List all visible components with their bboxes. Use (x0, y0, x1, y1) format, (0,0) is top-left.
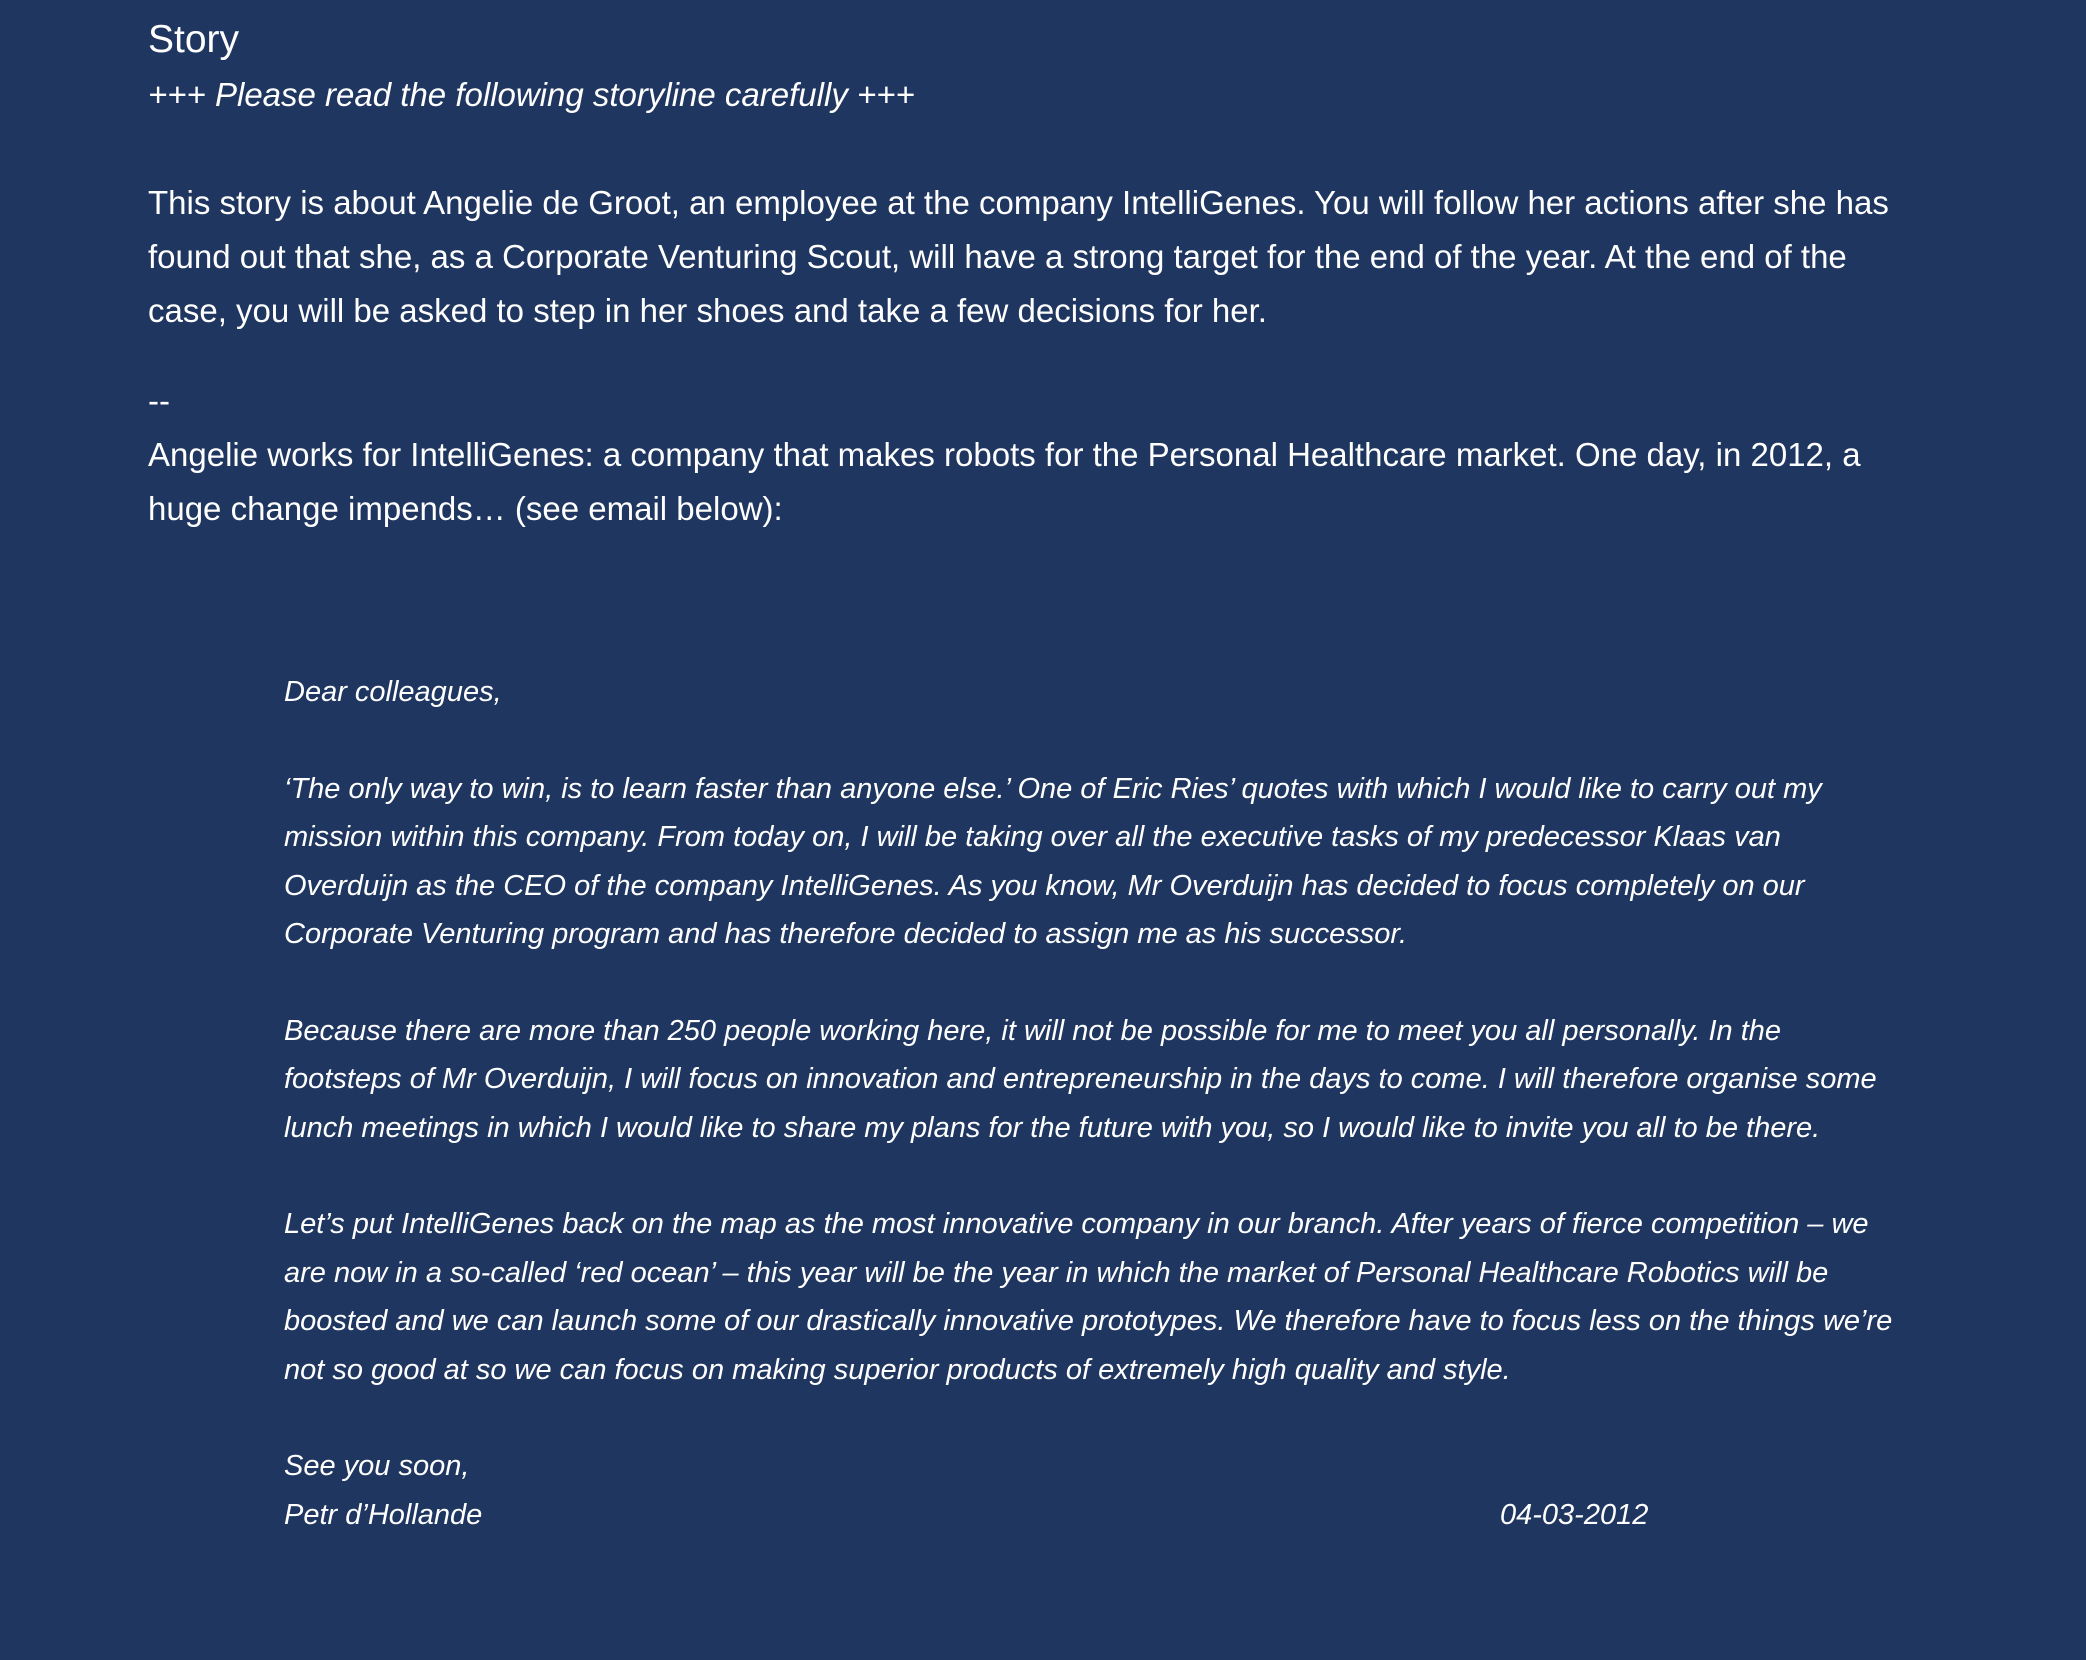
email-paragraph-2: Because there are more than 250 people working here, it will not be possible for me to meet you all personally. In the footsteps of Mr Overduijn, I will focus on innovation and entrepreneurship in the days to come. I will therefore organise some lunch meetings in which I would like to share my plans for the future with you, so I would like to invite you all to be there. (284, 1014, 1877, 1144)
email-paragraph-3: Let’s put IntelliGenes back on the map as the most innovative company in our branch. After years of fierce competition – we are now in a so-called ‘red ocean’ – this year will be the year in which the market of Personal Healthcare Robotics will be boosted and we can launch some of our drastically innovative prototypes. We therefore have to focus less on the things we’re not so good at so we can focus on making superior products of extremely high quality and style. (284, 1208, 1893, 1386)
story-title: Story (148, 18, 240, 61)
separator: -- (148, 382, 170, 419)
email-paragraph-1: ‘The only way to win, is to learn faster than anyone else.’ One of Eric Ries’ quotes with which I would like to carry out my mission within this company. From today on, I will be taking over all the executive tasks of my predecessor Klaas van Overduijn as the CEO of the company IntelliGenes. As you know, Mr Overduijn has decided to focus completely on our Corporate Venturing program and has therefore decided to assign me as his successor. (284, 772, 1822, 950)
email-body (284, 668, 1904, 1539)
email-greeting: Dear colleagues, (284, 676, 502, 708)
story-subtitle: +++ Please read the following storyline carefully +++ (148, 76, 915, 113)
story-intro: This story is about Angelie de Groot, an employee at the company IntelliGenes. You will follow her actions after she has found out that she, as a Corporate Venturing Scout, will have a strong target for the end of the year. At the end of the case, you will be asked to step in her shoes and take a few decisions for her. (148, 184, 1889, 329)
email-closing: See you soon, (284, 1450, 470, 1482)
email-signature-row (284, 1491, 1904, 1539)
email-signature: Petr d’Hollande (284, 1498, 483, 1531)
email-date: 04-03-2012 (1500, 1498, 1649, 1531)
story-context: Angelie works for IntelliGenes: a company that makes robots for the Personal Healthcare market. One day, in 2012, a huge change impends… (see email below): (148, 436, 1861, 527)
story-section (148, 14, 1908, 536)
